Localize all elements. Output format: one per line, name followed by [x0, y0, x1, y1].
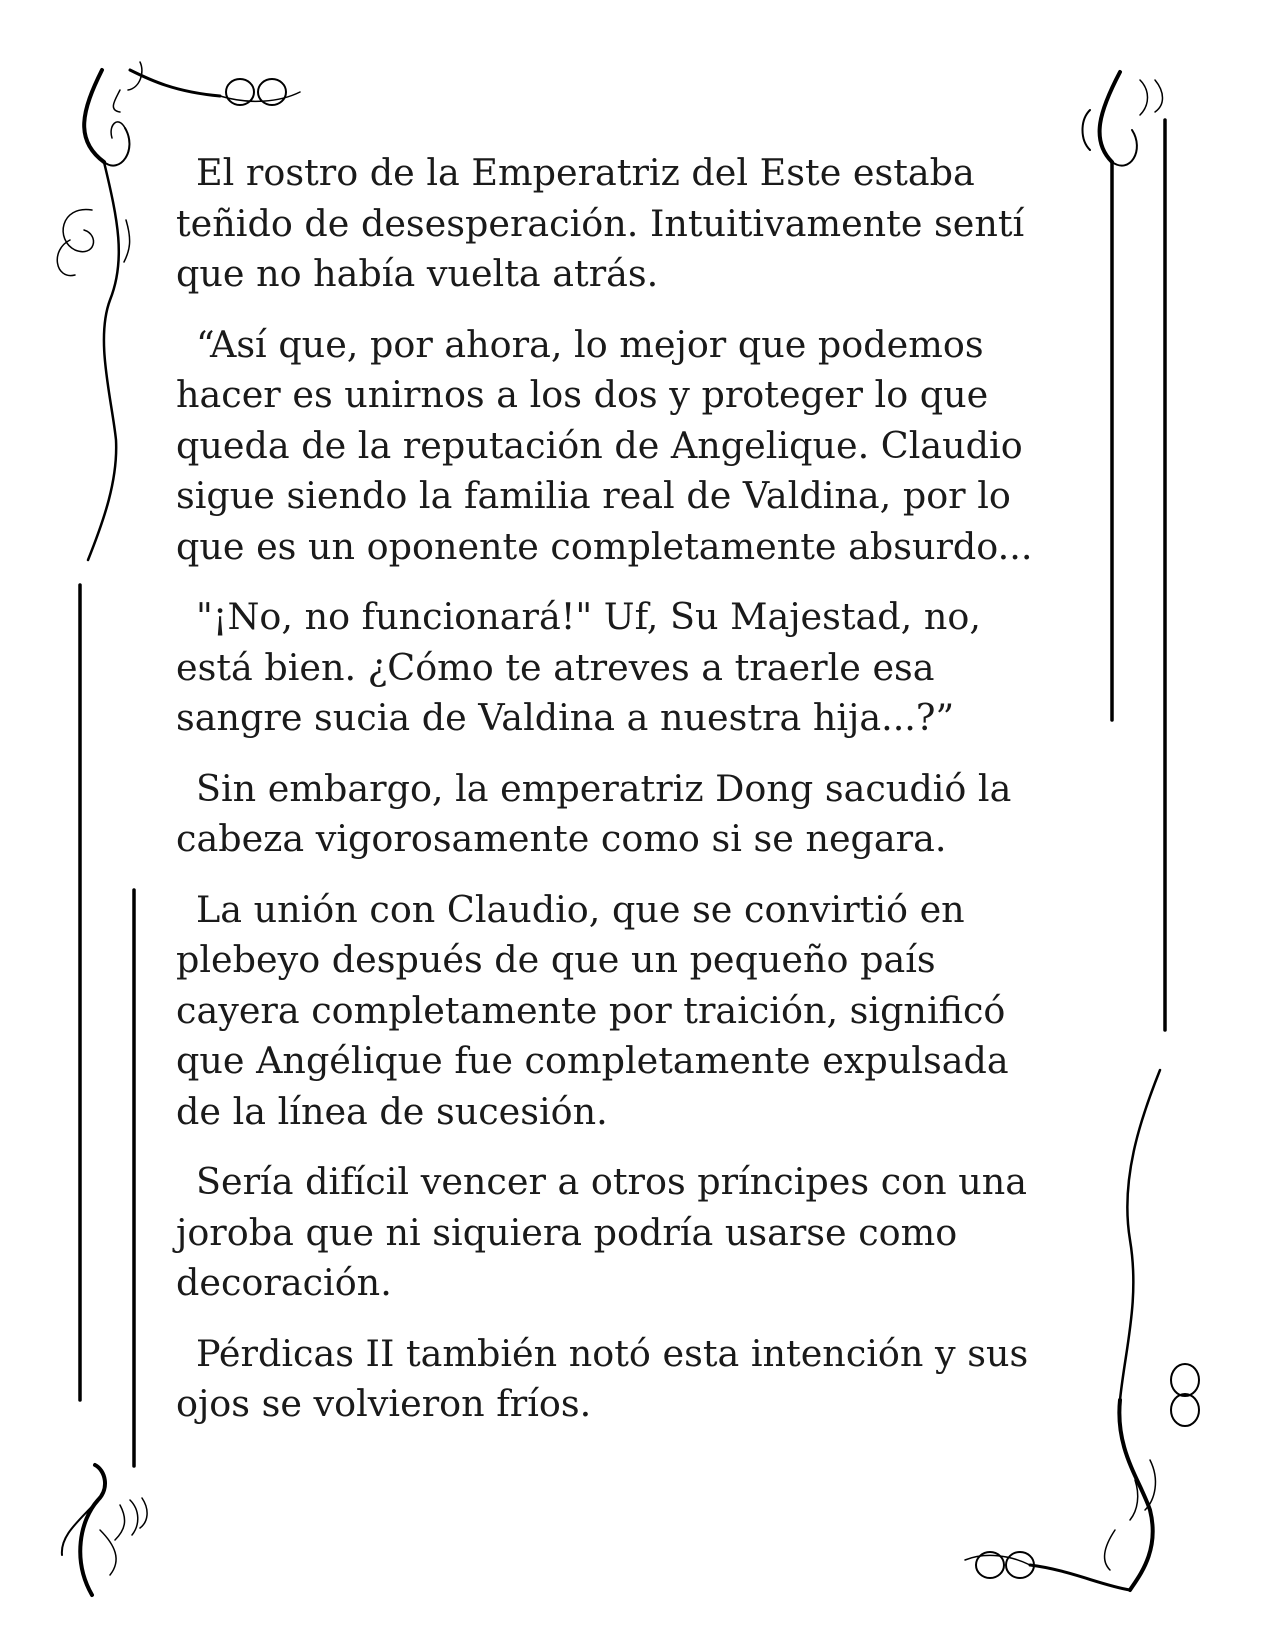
paragraph-2: “Así que, por ahora, lo mejor que podemos hacer es unirnos a los dos y proteger lo que queda de la reputación de Angelique. Claudio sigue siendo la familia real de Valdina, por lo que es un oponente completamente absurdo...: [176, 322, 1033, 568]
document-body: [176, 148, 1076, 1450]
top-right-flourish-icon: [1083, 72, 1163, 720]
paragraph-4: Sin embargo, la emperatriz Dong sacudió la cabeza vigorosamente como si se negara.: [176, 766, 1012, 860]
paragraph-7: Pérdicas II también notó esta intención y sus ojos se volvieron fríos.: [176, 1331, 1029, 1425]
paragraph-5: La unión con Claudio, que se convirtió en plebeyo después de que un pequeño país cayera completamente por traición, significó que Angélique fue completamente expulsada de la línea de sucesión.: [176, 887, 1009, 1133]
bottom-left-flourish-icon: [62, 1465, 147, 1595]
paragraph-1: El rostro de la Emperatriz del Este estaba teñido de desesperación. Intuitivamente sentí que no había vuelta atrás.: [176, 151, 1025, 295]
paragraph-3: "¡No, no funcionará!" Uf, Su Majestad, no, está bien. ¿Cómo te atreves a traerle esa sangre sucia de Valdina a nuestra hija...?”: [176, 595, 981, 739]
paragraph-6: Sería difícil vencer a otros príncipes con una joroba que ni siquiera podría usarse como decoración.: [176, 1160, 1027, 1304]
